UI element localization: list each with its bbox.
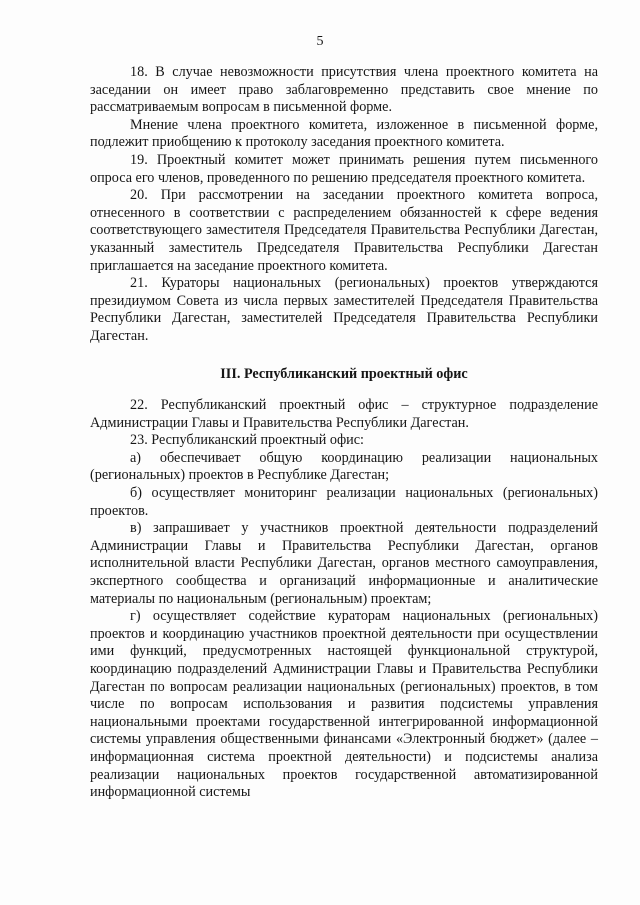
paragraph-22: 22. Республиканский проектный офис – структурное подразделение Администрации Главы и Правительства Республики Дагестан. — [90, 397, 598, 431]
paragraph-23-a: а) обеспечивает общую координацию реализации национальных (региональных) проектов в Республике Дагестан; — [90, 449, 598, 484]
page-number: 5 — [316, 34, 324, 49]
paragraph-21: 21. Кураторы национальных (региональных) проектов утверждаются президиумом Совета из числа первых заместителей Председателя Правительства Республики Дагестан, заместителей Председателя Правительства Республики Дагестан. — [90, 275, 598, 344]
section-heading: III. Республиканский проектный офис — [220, 365, 468, 382]
paragraph-23-g: г) осуществляет содействие кураторам национальных (региональных) проектов и координацию участников проектной деятельности при осуществлении ими функций, предусмотренных настоящей функциональной структурой, координацию подразделений Администрации Главы и Правительства Республики Дагестан по вопросам реализации национальных (региональных) проектов, в том числе по вопросам использования и развития подсистемы управления национальными проектами государственной интегрированной информационной системы управления общественными финансами «Электронный бюджет» (далее – информационная система проектной деятельности) и подсистемы анализа реализации национальных проектов государственной автоматизированной информационной системы — [90, 608, 598, 801]
paragraph-written-opinion: Мнение члена проектного комитета, изложенное в письменной форме, подлежит приобщению к протоколу заседания проектного комитета. — [90, 116, 598, 151]
document-body — [90, 64, 598, 802]
paragraph-20: 20. При рассмотрении на заседании проектного комитета вопроса, отнесенного в соответствии с распределением обязанностей к сфере ведения соответствующего заместителя Председателя Правительства Республики Дагестан, указанный заместитель Председателя Правительства Республики Дагестан приглашается на заседание проектного комитета. — [90, 187, 598, 274]
paragraph-18: 18. В случае невозможности присутствия члена проектного комитета на заседании он имеет право заблаговременно представить свое мнение по рассматриваемым вопросам в письменной форме. — [90, 64, 598, 116]
paragraph-23-v: в) запрашивает у участников проектной деятельности подразделений Администрации Главы и Правительства Республики Дагестан, органов исполнительной власти Республики Дагестан, органов местного самоуправления, экспертного сообщества и организаций информационные и аналитические материалы по национальным (региональным) проектам; — [90, 520, 598, 607]
paragraph-23: 23. Республиканский проектный офис: — [130, 432, 364, 449]
paragraph-23-b: б) осуществляет мониторинг реализации национальных (региональных) проектов. — [90, 485, 598, 519]
paragraph-19: 19. Проектный комитет может принимать решения путем письменного опроса его членов, проведенного по решению председателя проектного комитета. — [90, 151, 598, 186]
